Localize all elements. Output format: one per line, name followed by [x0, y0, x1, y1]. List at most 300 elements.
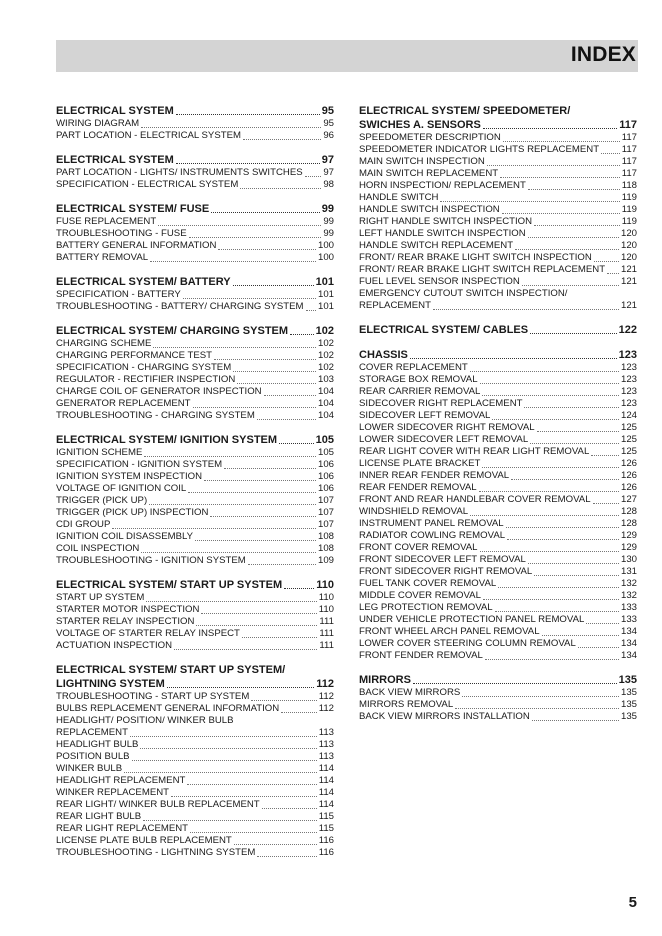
toc-page: 107: [317, 519, 334, 530]
toc-page: 102: [317, 362, 334, 373]
dot-leader: [495, 611, 619, 612]
dot-leader: [601, 153, 620, 154]
toc-title: COIL INSPECTION: [56, 543, 140, 554]
toc-entry[interactable]: [359, 446, 637, 458]
toc-page: 123: [620, 386, 637, 397]
toc-entry[interactable]: [56, 616, 334, 628]
toc-page: 135: [620, 711, 637, 722]
toc-entry[interactable]: [359, 362, 637, 374]
toc-section: [56, 324, 334, 422]
toc-page: 133: [620, 614, 637, 625]
toc-page: 101: [317, 289, 334, 300]
toc-title: BACK VIEW MIRRORS: [359, 687, 461, 698]
toc-entry[interactable]: [56, 240, 334, 252]
dot-leader: [130, 736, 317, 737]
toc-entry[interactable]: [359, 398, 637, 410]
dot-leader: [511, 479, 619, 480]
toc-heading[interactable]: [56, 324, 334, 338]
dot-leader: [479, 491, 619, 492]
toc-page: 118: [621, 180, 637, 191]
toc-entry[interactable]: [359, 578, 637, 590]
dot-leader: [532, 720, 619, 721]
toc-entry[interactable]: [359, 422, 637, 434]
toc-title: START UP SYSTEM: [56, 592, 145, 603]
toc-title: FUEL LEVEL SENSOR INSPECTION: [359, 276, 520, 287]
toc-entry[interactable]: [359, 711, 637, 723]
toc-title: TROUBLESHOOTING - IGNITION SYSTEM: [56, 555, 246, 566]
toc-entry[interactable]: [56, 787, 334, 799]
toc-entry[interactable]: [359, 614, 637, 626]
toc-entry[interactable]: [359, 132, 637, 144]
toc-title: TROUBLESHOOTING - LIGHTNING SYSTEM: [56, 847, 256, 858]
toc-entry[interactable]: [359, 566, 637, 578]
toc-entry[interactable]: [359, 228, 637, 240]
dot-leader: [167, 687, 314, 688]
toc-title: ELECTRICAL SYSTEM/ IGNITION SYSTEM: [56, 434, 278, 446]
toc-page: 107: [317, 495, 334, 506]
toc-title: WIRING DIAGRAM: [56, 118, 140, 129]
toc-entry[interactable]: [56, 811, 334, 823]
toc-section: [56, 433, 334, 567]
toc-page: 106: [317, 459, 334, 470]
toc-title: HANDLE SWITCH REPLACEMENT: [359, 240, 514, 251]
toc-entry[interactable]: [359, 554, 637, 566]
toc-page: 124: [620, 410, 637, 421]
dot-leader: [234, 844, 317, 845]
toc-heading[interactable]: [56, 578, 334, 592]
toc-page: 101: [315, 276, 334, 288]
toc-page: 125: [620, 446, 637, 457]
dot-leader: [242, 637, 317, 638]
toc-heading[interactable]: [359, 348, 637, 362]
toc-entry[interactable]: [359, 300, 637, 312]
toc-title: INSTRUMENT PANEL REMOVAL: [359, 518, 504, 529]
toc-entry[interactable]: [359, 252, 637, 264]
dot-leader: [112, 528, 316, 529]
toc-entry[interactable]: [56, 592, 334, 604]
toc-entry-line: [56, 715, 334, 727]
toc-page: 110: [318, 592, 334, 603]
toc-entry[interactable]: [56, 691, 334, 703]
toc-page: 106: [317, 471, 334, 482]
toc-entry[interactable]: [56, 543, 334, 555]
dot-leader: [530, 443, 619, 444]
toc-entry[interactable]: [56, 167, 334, 179]
toc-entry[interactable]: [56, 398, 334, 410]
toc-entry[interactable]: [359, 650, 637, 662]
dot-leader: [183, 298, 316, 299]
dot-leader: [144, 456, 316, 457]
toc-entry[interactable]: [359, 192, 637, 204]
dot-leader: [578, 647, 619, 648]
toc-page: 111: [319, 616, 334, 627]
toc-entry[interactable]: [56, 727, 334, 739]
toc-title: LEFT HANDLE SWITCH INSPECTION: [359, 228, 526, 239]
toc-page: 106: [317, 483, 334, 494]
toc-title: FRONT/ REAR BRAKE LIGHT SWITCH REPLACEMENT: [359, 264, 606, 275]
toc-entry[interactable]: [56, 847, 334, 859]
toc-title: REAR LIGHT COVER WITH REAR LIGHT REMOVAL: [359, 446, 590, 457]
dot-leader: [542, 635, 619, 636]
toc-title: ELECTRICAL SYSTEM: [56, 105, 174, 117]
toc-title: HANDLE SWITCH INSPECTION: [359, 204, 500, 215]
dot-leader: [515, 249, 619, 250]
toc-page: 113: [318, 751, 334, 762]
toc-title: ELECTRICAL SYSTEM/ BATTERY: [56, 276, 231, 288]
toc-page: 119: [621, 192, 637, 203]
toc-entry[interactable]: [359, 602, 637, 614]
toc-title: REAR CARRIER REMOVAL: [359, 386, 481, 397]
toc-entry[interactable]: [359, 204, 637, 216]
toc-title: INNER REAR FENDER REMOVAL: [359, 470, 510, 481]
toc-entry[interactable]: [359, 240, 637, 252]
toc-entry[interactable]: [56, 555, 334, 567]
toc-heading[interactable]: [56, 104, 334, 118]
toc-page: 123: [620, 398, 637, 409]
toc-title: SPECIFICATION - IGNITION SYSTEM: [56, 459, 223, 470]
toc-title: SPECIFICATION - BATTERY: [56, 289, 181, 300]
toc-title: ELECTRICAL SYSTEM/ FUSE: [56, 203, 210, 215]
toc-page: 129: [620, 542, 637, 553]
toc-entry[interactable]: [56, 495, 334, 507]
toc-entry[interactable]: [359, 156, 637, 168]
toc-page: 110: [316, 579, 334, 591]
dot-leader: [522, 285, 619, 286]
toc-title: LEG PROTECTION REMOVAL: [359, 602, 493, 613]
dot-leader: [264, 395, 316, 396]
toc-title: CDI GROUP: [56, 519, 111, 530]
toc-entry[interactable]: [56, 763, 334, 775]
toc-page: 109: [317, 555, 334, 566]
toc-entry[interactable]: [56, 835, 334, 847]
toc-entry[interactable]: [56, 628, 334, 640]
toc-entry[interactable]: [56, 301, 334, 313]
toc-title: LIGHTNING SYSTEM: [56, 678, 165, 690]
toc-entry[interactable]: [359, 434, 637, 446]
dot-leader: [204, 480, 316, 481]
dot-leader: [284, 588, 314, 589]
toc-heading[interactable]: [56, 275, 334, 289]
toc-page: 112: [316, 678, 334, 690]
dot-leader: [503, 141, 620, 142]
toc-page: 114: [318, 775, 334, 786]
toc-title: FRONT SIDECOVER RIGHT REMOVAL: [359, 566, 533, 577]
toc-title: CHASSIS: [359, 349, 408, 361]
dot-leader: [500, 177, 620, 178]
toc-title: ELECTRICAL SYSTEM/ CABLES: [359, 324, 529, 336]
toc-entry[interactable]: [359, 518, 637, 530]
dot-leader: [485, 659, 619, 660]
dot-leader: [528, 189, 620, 190]
toc-page: 111: [319, 628, 334, 639]
toc-title: ELECTRICAL SYSTEM/ CHARGING SYSTEM: [56, 325, 289, 337]
toc-title: TROUBLESHOOTING - BATTERY/ CHARGING SYSTEM: [56, 301, 304, 312]
toc-page: 123: [620, 374, 637, 385]
toc-entry[interactable]: [359, 626, 637, 638]
dot-leader: [480, 383, 619, 384]
toc-entry[interactable]: [56, 739, 334, 751]
toc-entry[interactable]: [56, 640, 334, 652]
toc-entry[interactable]: [56, 447, 334, 459]
dot-leader: [487, 165, 620, 166]
toc-page: 104: [317, 410, 334, 421]
toc-heading[interactable]: [359, 673, 637, 687]
toc-page: 128: [620, 506, 637, 517]
toc-entry[interactable]: [359, 180, 637, 192]
toc-page: 135: [618, 674, 637, 686]
dot-leader: [433, 309, 619, 310]
toc-page: 110: [318, 604, 334, 615]
toc-title: FRONT WHEEL ARCH PANEL REMOVAL: [359, 626, 540, 637]
dot-leader: [214, 359, 316, 360]
toc-page: 117: [621, 132, 637, 143]
toc-heading[interactable]: [56, 202, 334, 216]
toc-entry[interactable]: [56, 216, 334, 228]
toc-page: 102: [317, 350, 334, 361]
toc-title: TROUBLESHOOTING - START UP SYSTEM: [56, 691, 250, 702]
toc-page: 114: [318, 799, 334, 810]
toc-entry[interactable]: [359, 410, 637, 422]
toc-entry[interactable]: [56, 459, 334, 471]
toc-title: FRONT AND REAR HANDLEBAR COVER REMOVAL: [359, 494, 591, 505]
toc-title: MIDDLE COVER REMOVAL: [359, 590, 481, 601]
toc-entry[interactable]: [56, 507, 334, 519]
toc-title: PART LOCATION - LIGHTS/ INSTRUMENTS SWITCHES: [56, 167, 303, 178]
dot-leader: [195, 540, 316, 541]
dot-leader: [440, 201, 619, 202]
toc-entry[interactable]: [56, 471, 334, 483]
toc-page: 120: [620, 228, 637, 239]
toc-page: 120: [620, 252, 637, 263]
dot-leader: [528, 237, 619, 238]
toc-entry[interactable]: [359, 276, 637, 288]
toc-entry[interactable]: [56, 362, 334, 374]
toc-page: 100: [317, 252, 334, 263]
toc-title: RADIATOR COWLING REMOVAL: [359, 530, 506, 541]
toc-section: [56, 275, 334, 313]
toc-heading-line-text: ELECTRICAL SYSTEM/ SPEEDOMETER/: [359, 105, 571, 117]
toc-title: MAIN SWITCH INSPECTION: [359, 156, 485, 167]
header-bar: [56, 40, 638, 72]
toc-entry[interactable]: [56, 350, 334, 362]
dot-leader: [528, 563, 619, 564]
toc-page: 107: [317, 507, 334, 518]
toc-title: LOWER COVER STEERING COLUMN REMOVAL: [359, 638, 576, 649]
toc-heading[interactable]: [359, 323, 637, 337]
toc-entry[interactable]: [359, 470, 637, 482]
toc-title: HORN INSPECTION/ REPLACEMENT: [359, 180, 526, 191]
dot-leader: [171, 796, 317, 797]
toc-title: SIDECOVER RIGHT REPLACEMENT: [359, 398, 523, 409]
toc-title: IGNITION COIL DISASSEMBLY: [56, 531, 194, 542]
toc-title: SPECIFICATION - ELECTRICAL SYSTEM: [56, 179, 239, 190]
dot-leader: [524, 407, 619, 408]
toc-title: FRONT FENDER REMOVAL: [359, 650, 483, 661]
toc-entry[interactable]: [359, 264, 637, 276]
dot-leader: [188, 492, 316, 493]
toc-title: SPEEDOMETER DESCRIPTION: [359, 132, 501, 143]
toc-title: ACTUATION INSPECTION: [56, 640, 173, 651]
toc-heading[interactable]: [56, 677, 334, 691]
dot-leader: [482, 395, 619, 396]
toc-entry[interactable]: [359, 482, 637, 494]
toc-entry[interactable]: [56, 289, 334, 301]
toc-title: WINKER REPLACEMENT: [56, 787, 170, 798]
dot-leader: [140, 748, 316, 749]
dot-leader: [153, 347, 316, 348]
toc-entry[interactable]: [359, 374, 637, 386]
toc-entry[interactable]: [359, 506, 637, 518]
toc-entry[interactable]: [56, 775, 334, 787]
toc-title: PART LOCATION - ELECTRICAL SYSTEM: [56, 130, 241, 141]
toc-entry[interactable]: [56, 823, 334, 835]
toc-entry[interactable]: [56, 531, 334, 543]
dot-leader: [498, 587, 619, 588]
toc-entry[interactable]: [56, 338, 334, 350]
toc-title: REAR LIGHT/ WINKER BULB REPLACEMENT: [56, 799, 260, 810]
toc-title: WINDSHIELD REMOVAL: [359, 506, 469, 517]
toc-title: CHARGING PERFORMANCE TEST: [56, 350, 213, 361]
toc-page: 97: [321, 154, 334, 166]
toc-page: 99: [323, 228, 334, 239]
toc-page: 127: [620, 494, 637, 505]
toc-entry[interactable]: [56, 386, 334, 398]
dot-leader: [470, 371, 619, 372]
toc-title: REAR LIGHT REPLACEMENT: [56, 823, 189, 834]
toc-entry-line-text: EMERGENCY CUTOUT SWITCH INSPECTION/: [359, 288, 568, 299]
toc-heading-line: [359, 104, 637, 118]
toc-title: LICENSE PLATE BULB REPLACEMENT: [56, 835, 232, 846]
dot-leader: [594, 261, 619, 262]
toc-entry[interactable]: [359, 638, 637, 650]
toc-entry[interactable]: [359, 699, 637, 711]
toc-heading[interactable]: [56, 153, 334, 167]
toc-page: 125: [620, 422, 637, 433]
toc-entry-line: [359, 288, 637, 300]
toc-title: FUEL TANK COVER REMOVAL: [359, 578, 497, 589]
dot-leader: [470, 515, 619, 516]
dot-leader: [150, 261, 316, 262]
toc-title: STARTER RELAY INSPECTION: [56, 616, 195, 627]
dot-leader: [410, 358, 617, 359]
dot-leader: [210, 516, 316, 517]
toc-entry[interactable]: [359, 542, 637, 554]
toc-column-right: [359, 104, 637, 734]
dot-leader: [455, 708, 619, 709]
toc-entry[interactable]: [359, 216, 637, 228]
toc-title: SWICHES A. SENSORS: [359, 119, 481, 131]
toc-section: [359, 673, 637, 723]
toc-entry[interactable]: [56, 703, 334, 715]
dot-leader: [190, 832, 317, 833]
toc-title: FUSE REPLACEMENT: [56, 216, 157, 227]
toc-title: TRIGGER (PICK UP): [56, 495, 148, 506]
toc-page: 99: [323, 216, 334, 227]
toc-title: COVER REPLACEMENT: [359, 362, 468, 373]
toc-entry[interactable]: [56, 118, 334, 130]
toc-entry[interactable]: [359, 458, 637, 470]
dot-leader: [462, 696, 619, 697]
toc-entry-line-text: HEADLIGHT/ POSITION/ WINKER BULB: [56, 715, 234, 726]
toc-page: 123: [620, 362, 637, 373]
toc-entry[interactable]: [56, 130, 334, 142]
dot-leader: [218, 249, 316, 250]
toc-page: 116: [318, 847, 334, 858]
toc-entry[interactable]: [359, 386, 637, 398]
toc-entry[interactable]: [359, 687, 637, 699]
toc-entry[interactable]: [359, 144, 637, 156]
dot-leader: [141, 127, 321, 128]
toc-page: 125: [620, 434, 637, 445]
toc-heading[interactable]: [56, 433, 334, 447]
toc-entry[interactable]: [359, 590, 637, 602]
toc-entry[interactable]: [359, 168, 637, 180]
toc-page: 123: [618, 349, 637, 361]
toc-heading[interactable]: [359, 118, 637, 132]
toc-page: 104: [317, 386, 334, 397]
toc-title: MIRRORS: [359, 674, 411, 686]
toc-page: 117: [619, 119, 637, 131]
toc-title: REPLACEMENT: [359, 300, 431, 311]
toc-page: 95: [323, 118, 334, 129]
toc-title: CHARGING SCHEME: [56, 338, 152, 349]
toc-title: FRONT COVER REMOVAL: [359, 542, 478, 553]
toc-entry[interactable]: [56, 799, 334, 811]
toc-page: 96: [323, 130, 334, 141]
toc-entry[interactable]: [56, 179, 334, 191]
toc-page: 103: [317, 374, 334, 385]
toc-entry[interactable]: [56, 604, 334, 616]
dot-leader: [248, 564, 316, 565]
toc-page: 99: [321, 203, 334, 215]
toc-page: 117: [621, 156, 637, 167]
toc-page: 121: [620, 300, 637, 311]
dot-leader: [257, 419, 316, 420]
dot-leader: [306, 310, 316, 311]
toc-page: 113: [318, 739, 334, 750]
toc-title: WINKER BULB: [56, 763, 123, 774]
toc-page: 105: [317, 447, 334, 458]
toc-entry[interactable]: [56, 519, 334, 531]
toc-entry[interactable]: [56, 410, 334, 422]
toc-title: REPLACEMENT: [56, 727, 128, 738]
dot-leader: [233, 371, 316, 372]
toc-page: 126: [620, 482, 637, 493]
toc-entry[interactable]: [359, 530, 637, 542]
toc-entry[interactable]: [359, 494, 637, 506]
toc-page: 114: [318, 787, 334, 798]
toc-title: VOLTAGE OF STARTER RELAY INSPECT: [56, 628, 240, 639]
toc-section: [359, 323, 637, 337]
page-number: 5: [628, 894, 637, 911]
toc-page: 132: [620, 578, 637, 589]
toc-page: 134: [620, 650, 637, 661]
toc-page: 119: [621, 216, 637, 227]
toc-page: 130: [620, 554, 637, 565]
toc-entry[interactable]: [56, 228, 334, 240]
toc-entry[interactable]: [56, 483, 334, 495]
toc-title: BATTERY REMOVAL: [56, 252, 149, 263]
dot-leader: [201, 613, 316, 614]
toc-entry[interactable]: [56, 374, 334, 386]
toc-entry[interactable]: [56, 751, 334, 763]
toc-title: UNDER VEHICLE PROTECTION PANEL REMOVAL: [359, 614, 585, 625]
toc-page: 126: [620, 470, 637, 481]
dot-leader: [174, 649, 317, 650]
dot-leader: [158, 225, 321, 226]
dot-leader: [482, 467, 619, 468]
toc-entry[interactable]: [56, 252, 334, 264]
